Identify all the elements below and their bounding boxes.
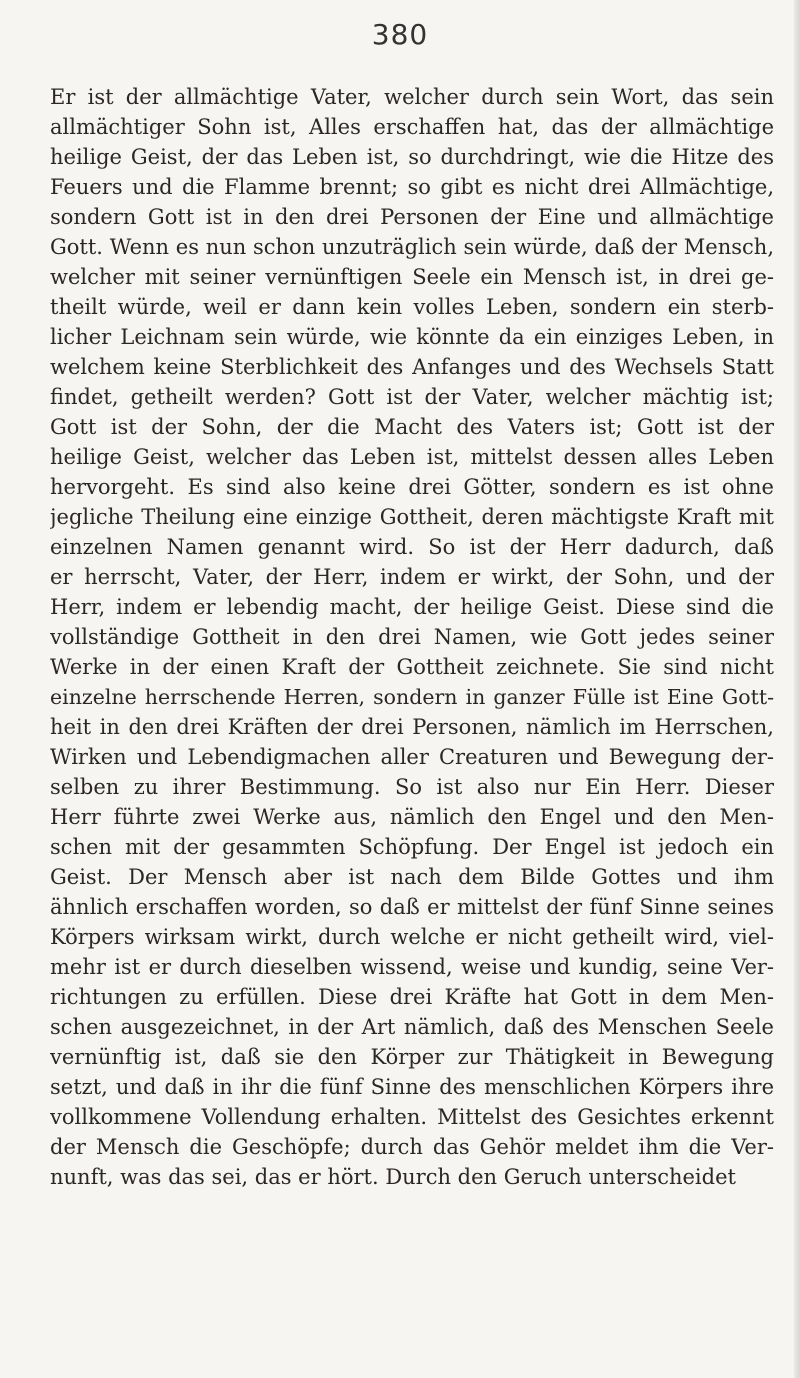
text-line: nunft, was das sei, das er hört. Durch den Geruch unterscheidet [50,1165,736,1189]
text-line: ähnlich erschaffen worden, so daß er mittelst der fünf Sinne seines [50,895,774,919]
text-line: er herrscht, Vater, der Herr, indem er wirkt, der Sohn, und der [50,565,774,589]
text-line: heilige Geist, welcher das Leben ist, mittelst dessen alles Leben [50,445,774,469]
text-line: Werke in der einen Kraft der Gottheit zeichnete. Sie sind nicht [50,655,774,679]
text-line: welchem keine Sterblichkeit des Anfanges und des Wechsels Statt [50,355,774,379]
text-line: setzt, und daß in ihr die fünf Sinne des menschlichen Körpers ihre [50,1075,774,1099]
text-line: licher Leichnam sein würde, wie könnte da ein einziges Leben, in [50,325,774,349]
text-line: Wirken und Lebendigmachen aller Creaturen und Bewegung der- [50,745,774,769]
text-line: Er ist der allmächtige Vater, welcher durch sein Wort, das sein [50,85,774,109]
text-line: Feuers und die Flamme brennt; so gibt es nicht drei Allmächtige, [50,175,774,199]
text-line: jegliche Theilung eine einzige Gottheit, deren mächtigste Kraft mit [50,505,774,529]
text-line: allmächtiger Sohn ist, Alles erschaffen hat, das der allmächtige [50,115,774,139]
text-line: Herr führte zwei Werke aus, nämlich den Engel und den Men- [50,805,774,829]
text-line: welcher mit seiner vernünftigen Seele ein Mensch ist, in drei ge- [50,265,774,289]
text-line: theilt würde, weil er dann kein volles Leben, sondern ein sterb- [50,295,774,319]
text-line: hervorgeht. Es sind also keine drei Götter, sondern es ist ohne [50,475,774,499]
text-line: Geist. Der Mensch aber ist nach dem Bilde Gottes und ihm [50,865,774,889]
text-line: vollständige Gottheit in den drei Namen, wie Gott jedes seiner [50,625,774,649]
text-line: sondern Gott ist in den drei Personen der Eine und allmächtige [50,205,774,229]
text-line: einzelne herrschende Herren, sondern in ganzer Fülle ist Eine Gott- [50,685,774,709]
text-line: findet, getheilt werden? Gott ist der Vater, welcher mächtig ist; [50,385,774,409]
text-line: heit in den drei Kräften der drei Personen, nämlich im Herrschen, [50,715,774,739]
text-line: schen ausgezeichnet, in der Art nämlich, daß des Menschen Seele [50,1015,774,1039]
page-number: 380 [371,18,429,51]
text-line: heilige Geist, der das Leben ist, so durchdringt, wie die Hitze des [50,145,774,169]
page-edge [794,0,800,1378]
text-line: schen mit der gesammten Schöpfung. Der Engel ist jedoch ein [50,835,774,859]
text-line: der Mensch die Geschöpfe; durch das Gehör meldet ihm die Ver- [50,1135,774,1159]
text-line: Gott ist der Sohn, der die Macht des Vaters ist; Gott ist der [50,415,774,439]
text-line: mehr ist er durch dieselben wissend, weise und kundig, seine Ver- [50,955,774,979]
text-line: einzelnen Namen genannt wird. So ist der Herr dadurch, daß [50,535,774,559]
text-line: Herr, indem er lebendig macht, der heilige Geist. Diese sind die [50,595,774,619]
text-line: richtungen zu erfüllen. Diese drei Kräfte hat Gott in dem Men- [50,985,774,1009]
text-line: Körpers wirksam wirkt, durch welche er nicht getheilt wird, viel- [50,925,774,949]
text-line: vernünftig ist, daß sie den Körper zur Thätigkeit in Bewegung [50,1045,774,1069]
text-line: Gott. Wenn es nun schon unzuträglich sein würde, daß der Mensch, [50,235,774,259]
body-text [50,82,774,1192]
text-line: vollkommene Vollendung erhalten. Mittelst des Gesichtes erkennt [50,1105,774,1129]
text-line: selben zu ihrer Bestimmung. So ist also nur Ein Herr. Dieser [50,775,774,799]
